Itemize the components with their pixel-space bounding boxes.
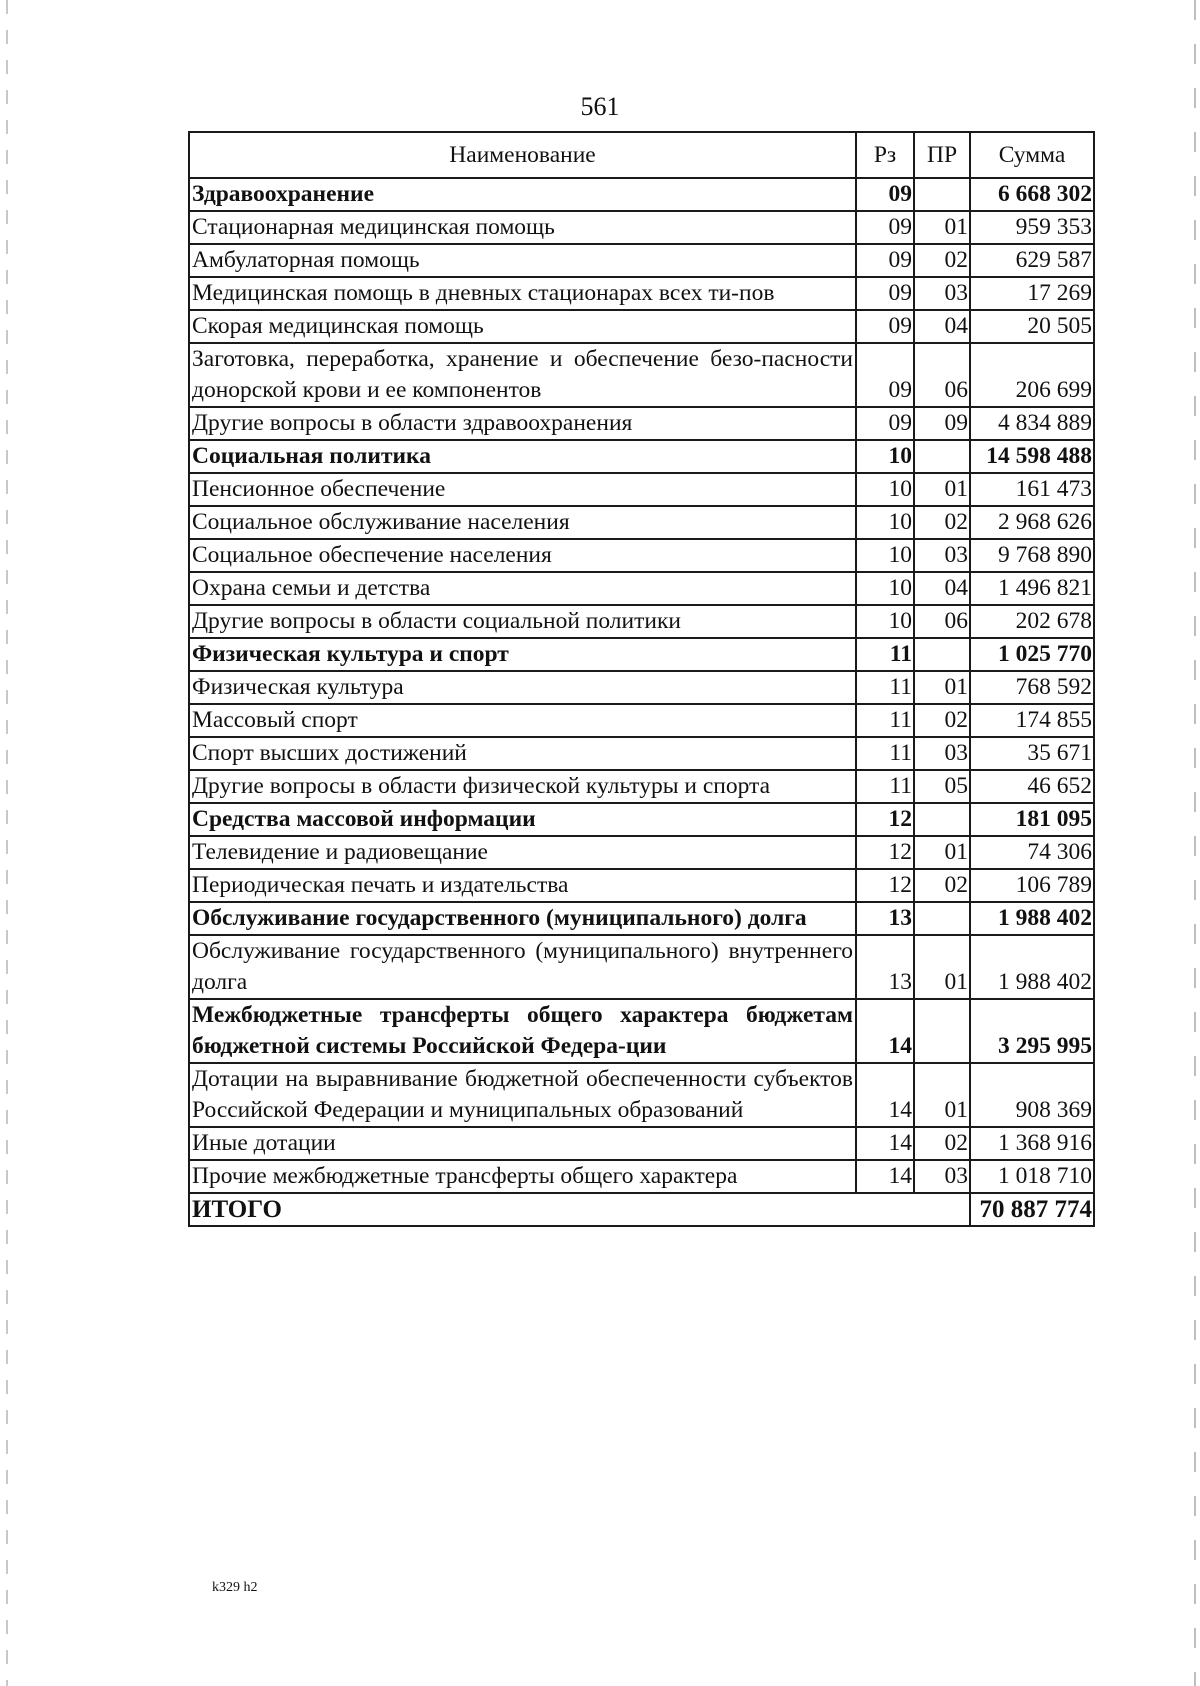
row-name: Физическая культура [189,671,856,704]
row-pr: 09 [914,407,970,440]
row-name: Телевидение и радиовещание [189,836,856,869]
row-rz: 11 [856,737,914,770]
row-amount: 9 768 890 [970,539,1094,572]
row-name: Заготовка, переработка, хранение и обеспечение безо-пасности донорской крови и ее компонентов [189,343,856,407]
row-amount: 1 988 402 [970,902,1094,935]
row-amount: 46 652 [970,770,1094,803]
row-name: Медицинская помощь в дневных стационарах всех ти-пов [189,277,856,310]
row-rz: 10 [856,506,914,539]
row-pr [914,999,970,1063]
row-name: Скорая медицинская помощь [189,310,856,343]
row-amount: 14 598 488 [970,440,1094,473]
table-row [189,704,1094,737]
row-name: Межбюджетные трансферты общего характера бюджетам бюджетной системы Российской Федера-ции [189,999,856,1063]
row-amount: 4 834 889 [970,407,1094,440]
page-number: 561 [580,92,620,121]
row-name: Пенсионное обеспечение [189,473,856,506]
row-pr: 03 [914,539,970,572]
row-name: Спорт высших достижений [189,737,856,770]
row-pr [914,440,970,473]
row-amount: 181 095 [970,803,1094,836]
row-pr [914,803,970,836]
header-pr: ПР [914,132,970,178]
table-row [189,572,1094,605]
row-amount: 908 369 [970,1063,1094,1127]
row-amount: 6 668 302 [970,178,1094,211]
row-rz: 14 [856,1160,914,1193]
row-rz: 10 [856,539,914,572]
row-pr: 02 [914,704,970,737]
row-name: Иные дотации [189,1127,856,1160]
row-amount: 17 269 [970,277,1094,310]
row-name: Амбулаторная помощь [189,244,856,277]
row-pr: 06 [914,343,970,407]
row-rz: 12 [856,803,914,836]
row-rz: 11 [856,638,914,671]
row-amount: 74 306 [970,836,1094,869]
row-rz: 11 [856,704,914,737]
table-row [189,310,1094,343]
row-pr: 02 [914,869,970,902]
row-rz: 13 [856,935,914,999]
row-pr: 03 [914,277,970,310]
row-name: Физическая культура и спорт [189,638,856,671]
row-name: Другие вопросы в области здравоохранения [189,407,856,440]
row-pr: 03 [914,737,970,770]
row-amount: 1 025 770 [970,638,1094,671]
row-name: Другие вопросы в области социальной политики [189,605,856,638]
row-rz: 10 [856,440,914,473]
row-name: Обслуживание государственного (муниципального) внутреннего долга [189,935,856,999]
row-pr: 06 [914,605,970,638]
row-pr: 01 [914,671,970,704]
row-name: Прочие межбюджетные трансферты общего характера [189,1160,856,1193]
row-name: Социальное обслуживание населения [189,506,856,539]
row-pr: 01 [914,935,970,999]
row-name: Дотации на выравнивание бюджетной обеспеченности субъектов Российской Федерации и муниципальных образований [189,1063,856,1127]
header-rz: Рз [856,132,914,178]
footer-code: k329 h2 [212,1580,258,1595]
row-pr: 02 [914,1127,970,1160]
row-rz: 09 [856,310,914,343]
row-amount: 1 496 821 [970,572,1094,605]
row-rz: 10 [856,572,914,605]
row-pr: 02 [914,244,970,277]
section-row [189,803,1094,836]
row-name: Охрана семьи и детства [189,572,856,605]
table-row [189,737,1094,770]
table-row [189,343,1094,407]
row-pr: 01 [914,473,970,506]
row-name: Обслуживание государственного (муниципального) долга [189,902,856,935]
row-rz: 14 [856,999,914,1063]
row-amount: 768 592 [970,671,1094,704]
row-amount: 1 368 916 [970,1127,1094,1160]
table-row [189,671,1094,704]
row-amount: 3 295 995 [970,999,1094,1063]
row-amount: 20 505 [970,310,1094,343]
row-pr: 04 [914,572,970,605]
table-row [189,211,1094,244]
table-row [189,836,1094,869]
row-amount: 1 018 710 [970,1160,1094,1193]
row-rz: 09 [856,407,914,440]
row-amount: 174 855 [970,704,1094,737]
scan-edge-left [6,0,8,1686]
table-header-row [189,132,1094,178]
row-rz: 11 [856,770,914,803]
row-rz: 11 [856,671,914,704]
row-rz: 12 [856,836,914,869]
row-pr: 03 [914,1160,970,1193]
table-row [189,770,1094,803]
row-rz: 09 [856,343,914,407]
row-amount: 106 789 [970,869,1094,902]
budget-table [188,131,1095,1227]
row-pr: 01 [914,836,970,869]
row-amount: 1 988 402 [970,935,1094,999]
row-name: Здравоохранение [189,178,856,211]
row-name: Социальное обеспечение населения [189,539,856,572]
table-row [189,605,1094,638]
table-row [189,869,1094,902]
row-amount: 206 699 [970,343,1094,407]
table-body [189,178,1094,1193]
table-row [189,935,1094,999]
row-rz: 13 [856,902,914,935]
table-row [189,1127,1094,1160]
header-amount: Сумма [970,132,1094,178]
section-row [189,638,1094,671]
row-rz: 09 [856,277,914,310]
row-rz: 10 [856,473,914,506]
row-amount: 2 968 626 [970,506,1094,539]
table-row [189,407,1094,440]
table-row [189,539,1094,572]
table-row [189,473,1094,506]
row-rz: 12 [856,869,914,902]
row-amount: 202 678 [970,605,1094,638]
section-row [189,902,1094,935]
row-rz: 09 [856,244,914,277]
row-name: Массовый спорт [189,704,856,737]
section-row [189,999,1094,1063]
total-amount: 70 887 774 [970,1193,1094,1226]
row-name: Периодическая печать и издательства [189,869,856,902]
row-name: Другие вопросы в области физической культуры и спорта [189,770,856,803]
row-rz: 14 [856,1063,914,1127]
row-amount: 959 353 [970,211,1094,244]
section-row [189,178,1094,211]
table-row [189,277,1094,310]
section-row [189,440,1094,473]
total-label: ИТОГО [189,1193,970,1226]
row-name: Стационарная медицинская помощь [189,211,856,244]
row-pr [914,638,970,671]
row-pr: 02 [914,506,970,539]
row-rz: 14 [856,1127,914,1160]
row-pr: 05 [914,770,970,803]
row-amount: 35 671 [970,737,1094,770]
table-row [189,506,1094,539]
total-row [189,1193,1094,1226]
row-rz: 09 [856,178,914,211]
row-amount: 161 473 [970,473,1094,506]
row-amount: 629 587 [970,244,1094,277]
header-name: Наименование [189,132,856,178]
row-pr: 01 [914,1063,970,1127]
table-row [189,244,1094,277]
row-pr [914,902,970,935]
row-pr: 01 [914,211,970,244]
row-rz: 10 [856,605,914,638]
row-pr: 04 [914,310,970,343]
row-name: Социальная политика [189,440,856,473]
table-row [189,1160,1094,1193]
row-rz: 09 [856,211,914,244]
row-name: Средства массовой информации [189,803,856,836]
table-row [189,1063,1094,1127]
scan-edge-right [1194,0,1196,1686]
row-pr [914,178,970,211]
